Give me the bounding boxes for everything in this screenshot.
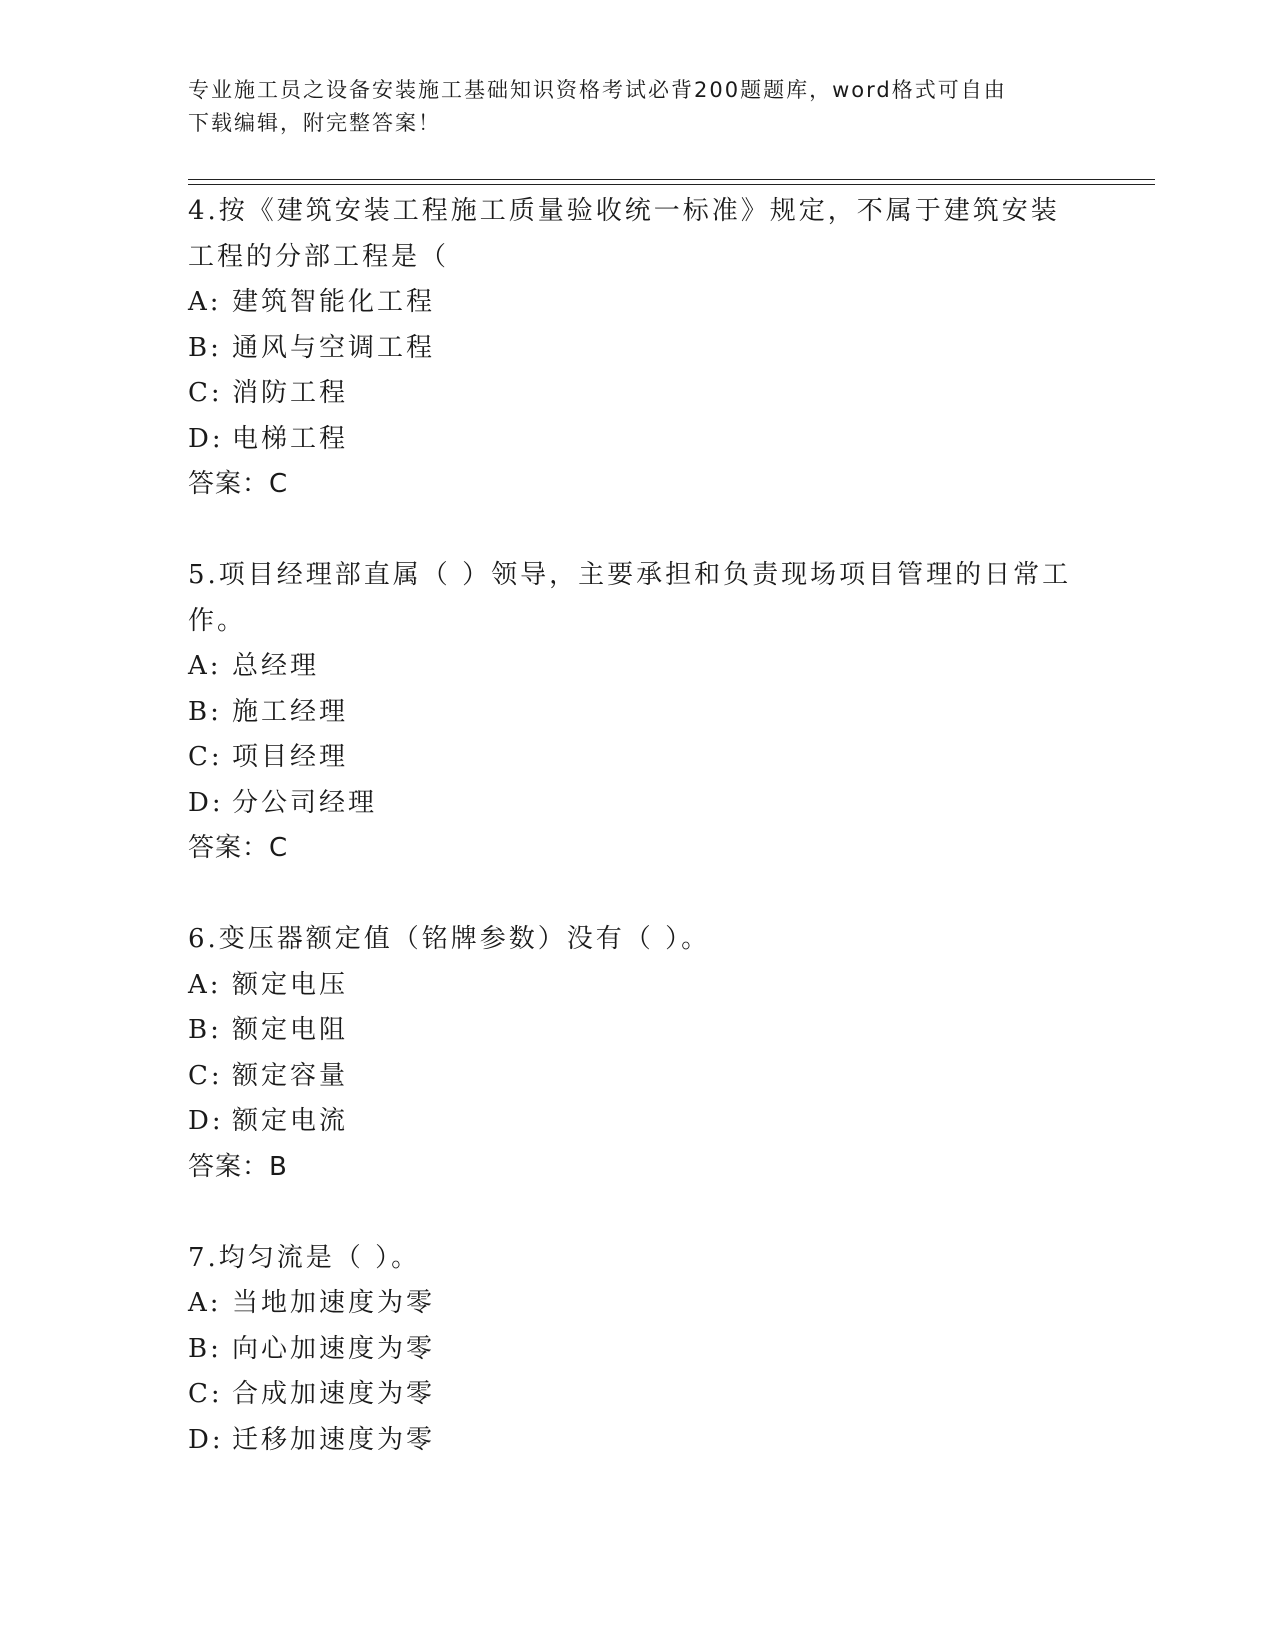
option-letter: A: (188, 969, 222, 1000)
option-text: 额定电流 (232, 1106, 349, 1136)
option-letter: B: (188, 332, 222, 363)
question-4 (188, 189, 1088, 508)
question-stem-line: 5.项目经理部直属（ ）领导，主要承担和负责现场项目管理的日常工 (188, 560, 1072, 590)
option-letter: B: (188, 1015, 222, 1045)
question-stem (188, 553, 1088, 644)
header-divider-bottom (188, 184, 1155, 185)
option-text: 施工经理 (232, 696, 349, 727)
option-text: 迁移加速度为零 (232, 1424, 436, 1455)
option-text: 当地加速度为零 (232, 1288, 436, 1318)
question-stem-line: 4.按《建筑安装工程施工质量验收统一标准》规定，不属于建筑安装 (188, 196, 1060, 226)
answer-label: 答案：C (188, 469, 289, 499)
option-letter: D: (188, 787, 224, 818)
question-spacer (188, 872, 1088, 918)
option-text: 建筑智能化工程 (232, 287, 436, 317)
option-text: 项目经理 (232, 742, 349, 772)
option-letter: D: (188, 1424, 224, 1455)
option-b (188, 690, 1088, 736)
option-c (188, 735, 1088, 781)
document-header (188, 74, 1068, 140)
option-text: 额定电阻 (232, 1015, 349, 1045)
question-list (188, 189, 1088, 1463)
option-letter: D: (188, 423, 224, 454)
option-letter: A: (188, 287, 222, 317)
option-letter: A: (188, 1288, 222, 1318)
option-letter: A: (188, 651, 222, 681)
option-text: 电梯工程 (232, 423, 349, 454)
question-stem-line: 工程的分部工程是（ (188, 241, 450, 272)
option-text: 额定容量 (232, 1060, 349, 1091)
option-text: 向心加速度为零 (232, 1333, 436, 1364)
option-d (188, 1099, 1088, 1145)
answer-label: 答案：B (188, 1151, 288, 1182)
option-b (188, 1008, 1088, 1054)
option-text: 通风与空调工程 (232, 332, 436, 363)
option-letter: C: (188, 1060, 223, 1091)
question-stem-line: 作。 (188, 605, 247, 636)
answer-label: 答案：C (188, 833, 289, 863)
option-letter: C: (188, 1379, 223, 1409)
header-line-2: 下载编辑，附完整答案！ (188, 111, 441, 135)
option-a (188, 280, 1088, 326)
option-a (188, 963, 1088, 1009)
question-stem-line: 7.均匀流是（ ）。 (188, 1242, 421, 1273)
option-text: 额定电压 (232, 969, 349, 1000)
question-spacer (188, 508, 1088, 554)
question-stem-line: 6.变压器额定值（铭牌参数）没有（ ）。 (188, 924, 711, 954)
option-letter: C: (188, 742, 223, 772)
option-a (188, 1281, 1088, 1327)
option-letter: B: (188, 696, 222, 727)
option-d (188, 1418, 1088, 1464)
option-c (188, 1372, 1088, 1418)
option-text: 合成加速度为零 (232, 1379, 436, 1409)
question-stem (188, 189, 1088, 280)
option-c (188, 371, 1088, 417)
option-c (188, 1054, 1088, 1100)
option-b (188, 326, 1088, 372)
option-d (188, 781, 1088, 827)
header-divider-top (188, 179, 1155, 180)
option-text: 总经理 (232, 651, 320, 681)
question-5 (188, 553, 1088, 872)
question-stem (188, 1236, 1088, 1282)
header-line-1: 专业施工员之设备安装施工基础知识资格考试必背200题题库，word格式可自由 (188, 78, 1007, 102)
question-7 (188, 1236, 1088, 1464)
question-6 (188, 917, 1088, 1190)
option-b (188, 1327, 1088, 1373)
option-letter: D: (188, 1106, 224, 1136)
option-letter: C: (188, 378, 223, 408)
option-letter: B: (188, 1333, 222, 1364)
option-d (188, 417, 1088, 463)
option-a (188, 644, 1088, 690)
option-text: 分公司经理 (232, 787, 378, 818)
option-text: 消防工程 (232, 378, 349, 408)
question-spacer (188, 1190, 1088, 1236)
question-stem (188, 917, 1088, 963)
